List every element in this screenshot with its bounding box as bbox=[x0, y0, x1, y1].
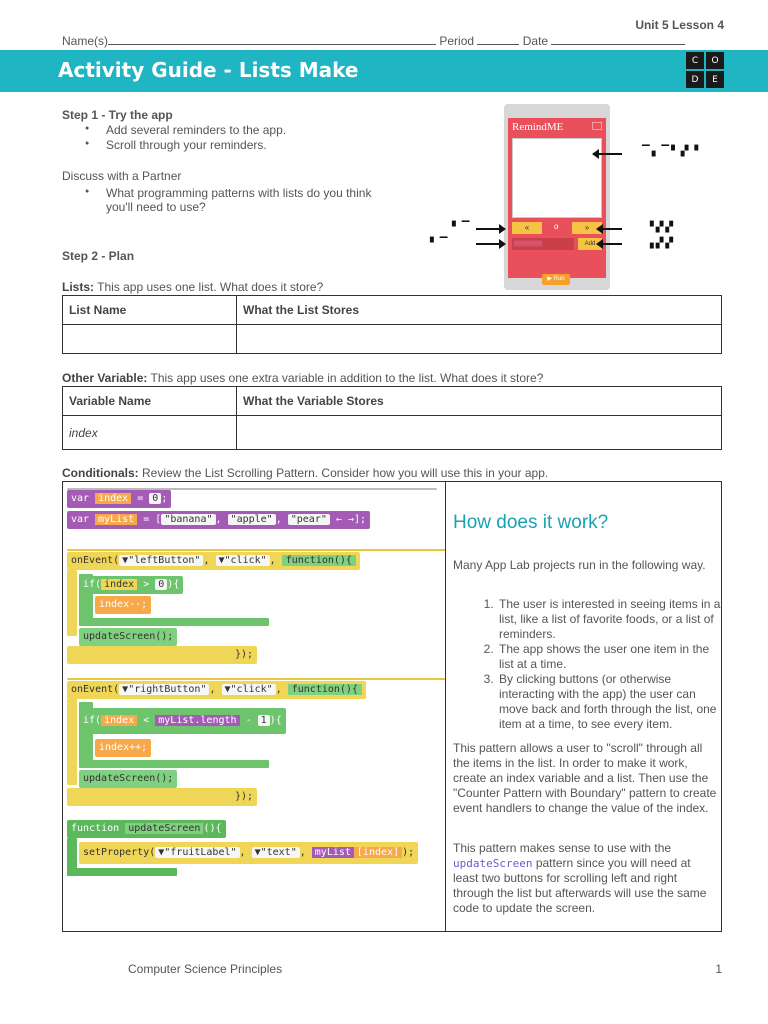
list-table bbox=[62, 295, 722, 354]
redacted-label: ▔▖▔▘▞▝ bbox=[642, 146, 701, 157]
if-left-block: if( index > 0 ){ bbox=[79, 576, 183, 594]
add-button: Add bbox=[578, 238, 602, 250]
date-blank bbox=[551, 34, 685, 45]
how-intro: Many App Lab projects run in the following way. bbox=[453, 558, 706, 572]
run-button: ▶ Run bbox=[542, 274, 570, 285]
how-paragraph-2: This pattern allows a user to "scroll" through all the items in the list. In order to make it work, create an index variable and a list. Then use the "Counter Pattern with Boundary" pattern to create event handlers to change the value of the index. bbox=[453, 741, 717, 815]
logo-letter: D bbox=[686, 71, 704, 88]
name-blank bbox=[108, 34, 436, 45]
name-label: Name(s) bbox=[62, 34, 109, 48]
lists-prompt: Lists: This app uses one list. What does it store? bbox=[62, 280, 324, 294]
step1-bullet: ● Add several reminders to the app. bbox=[86, 123, 286, 137]
how-steps bbox=[473, 597, 723, 732]
left-button: « bbox=[512, 222, 542, 234]
onevent-right-close: }); bbox=[67, 788, 257, 806]
menu-icon bbox=[592, 122, 602, 130]
right-button: » bbox=[572, 222, 602, 234]
increment-block: index++; bbox=[95, 739, 151, 757]
page-number: 1 bbox=[715, 962, 722, 976]
title-banner bbox=[0, 50, 768, 92]
reminder-input: ▒▒▒▒▒▒▒▒ bbox=[512, 238, 574, 250]
app-name: RemindME bbox=[512, 121, 564, 133]
page-title: Activity Guide - Lists Make bbox=[58, 58, 359, 82]
step1-heading: Step 1 - Try the app bbox=[62, 108, 173, 122]
how-step: 2. The app shows the user one item in the list at a time. bbox=[497, 642, 723, 672]
index-indicator: o bbox=[554, 222, 559, 231]
discuss-heading: Discuss with a Partner bbox=[62, 169, 182, 183]
arrow-display bbox=[598, 153, 622, 155]
list-name-cell[interactable] bbox=[63, 325, 237, 354]
variable-stores-header: What the Variable Stores bbox=[237, 387, 722, 416]
if-right-block: if( index < myList.length - 1 ){ bbox=[79, 708, 286, 734]
function-update-screen: function updateScreen (){ bbox=[67, 820, 226, 838]
period-label: Period bbox=[439, 34, 475, 48]
list-name-header: List Name bbox=[63, 296, 237, 325]
list-stores-header: What the List Stores bbox=[237, 296, 722, 325]
app-screen bbox=[508, 118, 606, 278]
onevent-left-close: }); bbox=[67, 646, 257, 664]
variable-name-cell: index bbox=[63, 416, 237, 450]
redacted-label: ▘▔ bbox=[452, 222, 472, 233]
date-label: Date bbox=[522, 34, 549, 48]
arrow-right-button bbox=[602, 228, 622, 230]
footer-course: Computer Science Principles bbox=[128, 962, 283, 976]
arrow-input bbox=[476, 243, 500, 245]
redacted-label: ▗▞▞ bbox=[646, 238, 676, 249]
onevent-left-block: onEvent( ▼"leftButton" , ▼"click" , function(){ bbox=[67, 552, 360, 570]
app-screenshot bbox=[504, 104, 610, 290]
redacted-label: ▘▔ bbox=[430, 238, 450, 249]
scrolling-pattern-box bbox=[62, 481, 722, 932]
variable-stores-cell[interactable] bbox=[237, 416, 722, 450]
how-step: 3. By clicking buttons (or otherwise interacting with the app) the user can move back and forth through the list, one item at a time, to see every item. bbox=[497, 672, 723, 732]
name-period-date-line bbox=[62, 34, 685, 48]
how-heading: How does it work? bbox=[453, 512, 609, 533]
logo-letter: C bbox=[686, 52, 704, 69]
setproperty-block: setProperty( ▼"fruitLabel" , ▼"text" , myList [index] ); bbox=[79, 842, 418, 864]
other-variable-prompt: Other Variable: This app uses one extra variable in addition to the list. What does it store? bbox=[62, 371, 544, 385]
redacted-label: ▝▞▞ bbox=[646, 222, 676, 233]
onevent-right-block: onEvent( ▼"rightButton" , ▼"click" , function(){ bbox=[67, 681, 366, 699]
discuss-bullet: ● What programming patterns with lists do you think you'll need to use? bbox=[86, 186, 371, 214]
conditionals-prompt: Conditionals: Review the List Scrolling Pattern. Consider how you will use this in your app. bbox=[62, 466, 549, 480]
var-mylist-block: var myList = [ "banana" , "apple" , "pear" ← →]; bbox=[67, 511, 370, 529]
arrow-left-button bbox=[476, 228, 500, 230]
variable-table bbox=[62, 386, 722, 450]
arrow-add-button bbox=[602, 243, 622, 245]
code-blocks bbox=[63, 482, 445, 931]
step1-bullet: ● Scroll through your reminders. bbox=[86, 138, 267, 152]
code-logo bbox=[686, 52, 724, 88]
period-blank bbox=[477, 34, 519, 45]
column-divider bbox=[445, 482, 446, 931]
decrement-block: index--; bbox=[95, 596, 151, 614]
update-screen-call: updateScreen(); bbox=[79, 770, 177, 788]
step2-heading: Step 2 - Plan bbox=[62, 249, 135, 263]
how-paragraph-3: This pattern makes sense to use with the updateScreen pattern since you will need at least two buttons for scrolling left and right through the list but afterwards will use the same code to update the screen. bbox=[453, 841, 707, 915]
var-index-block: var index = 0 ; bbox=[67, 490, 171, 508]
update-screen-call: updateScreen(); bbox=[79, 628, 177, 646]
unit-label: Unit 5 Lesson 4 bbox=[635, 18, 724, 32]
list-stores-cell[interactable] bbox=[237, 325, 722, 354]
variable-name-header: Variable Name bbox=[63, 387, 237, 416]
reminder-display bbox=[512, 138, 602, 218]
logo-letter: O bbox=[706, 52, 724, 69]
logo-letter: E bbox=[706, 71, 724, 88]
how-step: 1. The user is interested in seeing items in a list, like a list of favorite foods, or a list of reminders. bbox=[497, 597, 723, 642]
